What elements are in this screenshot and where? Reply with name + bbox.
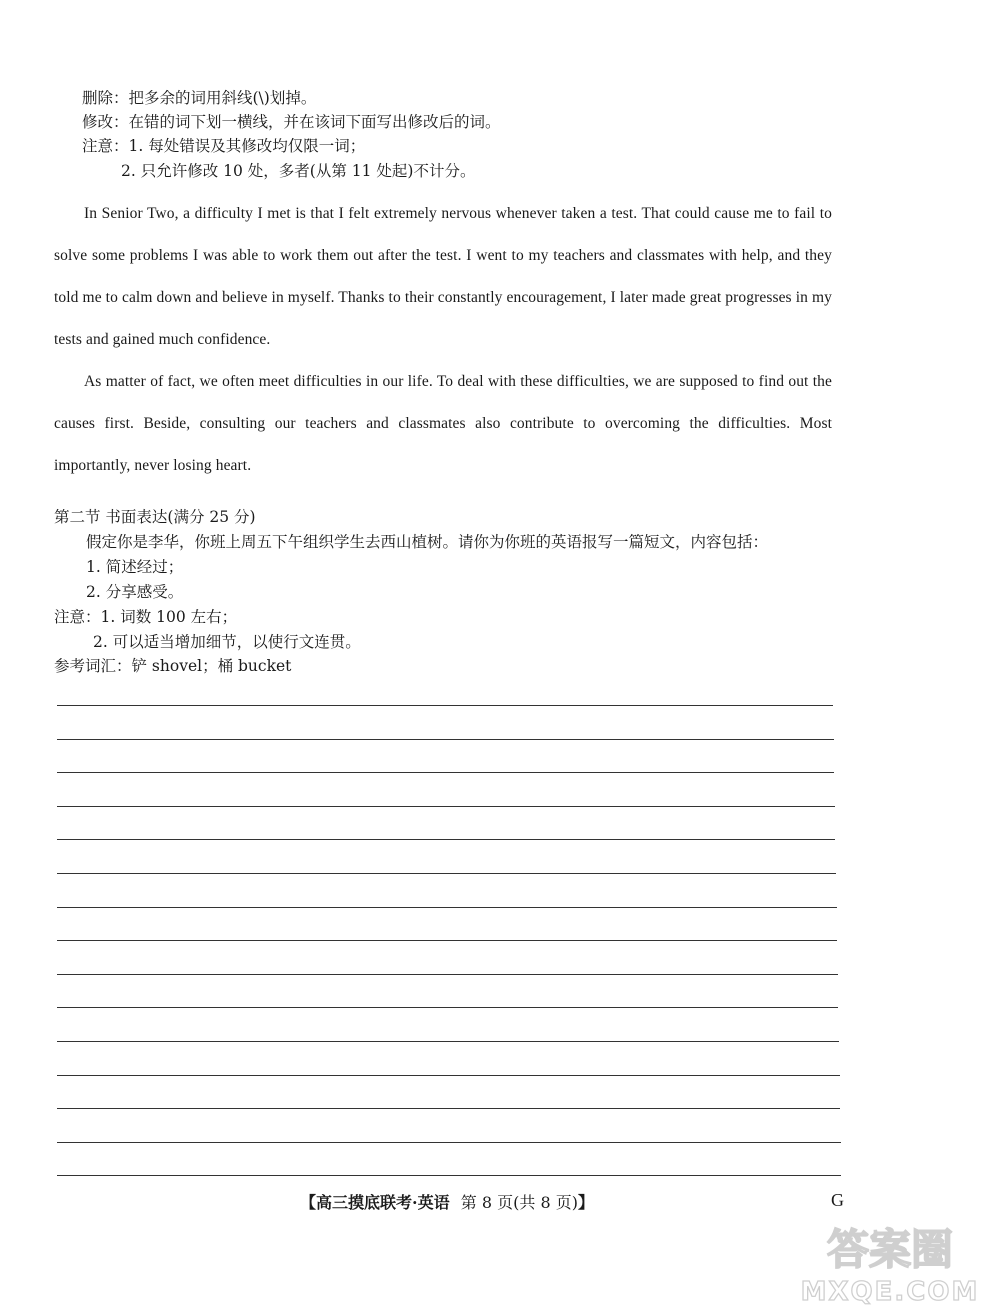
page-footer <box>300 1190 594 1213</box>
answer-line[interactable] <box>57 907 837 908</box>
instruction-delete: 删除：把多余的词用斜线(\)划掉。 <box>82 89 317 107</box>
instruction-modify: 修改：在错的词下划一横线，并在该词下面写出修改后的词。 <box>82 113 501 131</box>
answer-line[interactable] <box>57 1007 838 1008</box>
section-title: 第二节 书面表达(满分 25 分) <box>54 508 256 526</box>
instruction-note-1: 注意：1. 每处错误及其修改均仅限一词； <box>82 137 366 155</box>
footer-page-number: 第 8 页(共 8 页) <box>460 1193 578 1212</box>
writing-prompt: 假定你是李华，你班上周五下午组织学生去西山植树。请你为你班的英语报写一篇短文，内容包括： <box>86 533 769 551</box>
instruction-note-2: 2. 只允许修改 10 处，多者(从第 11 处起)不计分。 <box>121 162 476 180</box>
footer-subject: 英语 <box>417 1193 450 1212</box>
answer-line[interactable] <box>57 705 833 706</box>
answer-line[interactable] <box>57 772 834 773</box>
answer-line[interactable] <box>57 1108 840 1109</box>
answer-line[interactable] <box>57 1041 839 1042</box>
watermark-url: MXQE.COM <box>800 1277 980 1307</box>
footer-dot: · <box>412 1193 418 1212</box>
footer-left-bracket: 【 <box>300 1193 317 1212</box>
passage-paragraph-2: As matter of fact, we often meet difficulties in our life. To deal with these difficulties, we are supposed to find out the causes first. Beside, consulting our teachers and classmates also contribute to overcoming the difficulties. Most importantly, never losing heart. <box>54 373 832 474</box>
writing-note-2: 2. 可以适当增加细节，以使行文连贯。 <box>93 633 361 651</box>
answer-line[interactable] <box>57 940 837 941</box>
answer-line[interactable] <box>57 1142 841 1143</box>
writing-point-2: 2. 分享感受。 <box>86 583 184 601</box>
answer-line[interactable] <box>57 739 834 740</box>
writing-vocab: 参考词汇：铲 shovel；桶 bucket <box>54 657 292 675</box>
answer-line[interactable] <box>57 1175 841 1176</box>
answer-line[interactable] <box>57 873 836 874</box>
passage-paragraph-1: In Senior Two, a difficulty I met is that I felt extremely nervous whenever taken a test. That could cause me to fail to solve some problems I was able to work them out after the test. I went to my teachers and classmates with help, and they told me to calm down and believe in myself. Thanks to their constantly encouragement, I later made great progresses in my tests and gained much confidence. <box>54 205 832 348</box>
answer-line[interactable] <box>57 974 838 975</box>
answer-line[interactable] <box>57 1075 840 1076</box>
footer-right-bracket: 】 <box>577 1193 594 1212</box>
watermark-text: 答案圈 <box>826 1225 954 1274</box>
edition-letter: G <box>831 1190 844 1210</box>
watermark-logo <box>790 1212 990 1307</box>
answer-line[interactable] <box>57 806 835 807</box>
writing-point-1: 1. 简述经过； <box>86 558 184 576</box>
answer-line[interactable] <box>57 839 835 840</box>
footer-exam-name: 高三摸底联考 <box>316 1193 413 1212</box>
writing-note-1: 注意：1. 词数 100 左右； <box>54 608 238 626</box>
